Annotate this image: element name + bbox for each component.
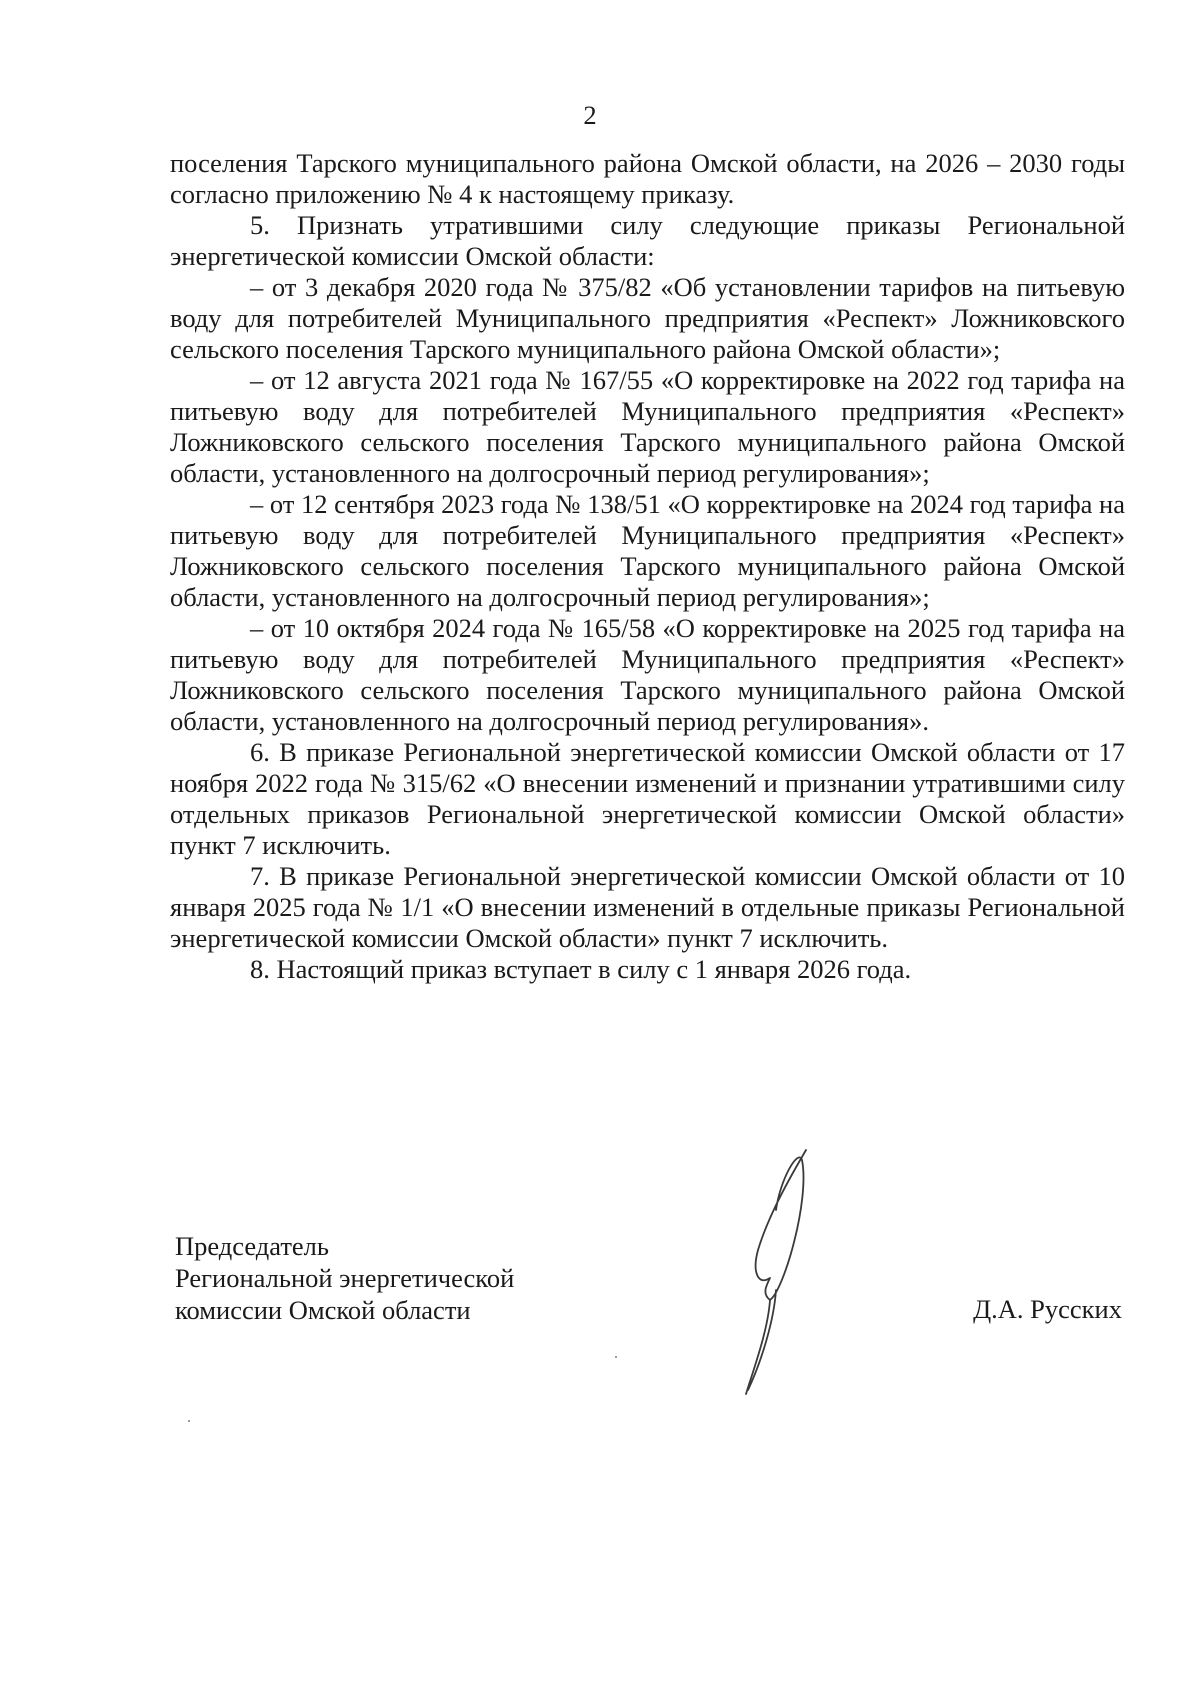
scan-speck (188, 1420, 190, 1422)
handwritten-signature (740, 1140, 900, 1400)
paragraph-continuation: поселения Тарского муниципального района Омской области, на 2026 – 2030 годы согласно приложению № 4 к настоящему приказу. (170, 148, 1125, 209)
page-number: 2 (583, 100, 597, 130)
document-body (170, 148, 1125, 985)
paragraph-repealed-order-3: – от 12 сентября 2023 года № 138/51 «О корректировке на 2024 год тарифа на питьевую воду для потребителей Муниципального предприятия «Респект» Ложниковского сельского поселения Тарского муниципального района Омской области, установленного на долгосрочный период регулирования»; (170, 489, 1125, 612)
signatory-title-line: Председатель (175, 1231, 329, 1261)
paragraph-item-7: 7. В приказе Региональной энергетической комиссии Омской области от 10 января 2025 года № 1/1 «О внесении изменений в отдельные приказы Региональной энергетической комиссии Омской области» пункт 7 исключить. (170, 861, 1125, 953)
signatory-title (175, 1230, 514, 1326)
signatory-title-line: Региональной энергетической (175, 1263, 515, 1293)
paragraph-item-8: 8. Настоящий приказ вступает в силу с 1 января 2026 года. (250, 954, 912, 984)
signatory-title-line: комиссии Омской области (175, 1295, 471, 1325)
paragraph-repealed-order-4: – от 10 октября 2024 года № 165/58 «О корректировке на 2025 год тарифа на питьевую воду для потребителей Муниципального предприятия «Респект» Ложниковского сельского поселения Тарского муниципального района Омской области, установленного на долгосрочный период регулирования». (170, 613, 1125, 736)
paragraph-repealed-order-2: – от 12 августа 2021 года № 167/55 «О корректировке на 2022 год тарифа на питьевую воду для потребителей Муниципального предприятия «Респект» Ложниковского сельского поселения Тарского муниципального района Омской области, установленного на долгосрочный период регулирования»; (170, 365, 1125, 488)
paragraph-repealed-order-1: – от 3 декабря 2020 года № 375/82 «Об установлении тарифов на питьевую воду для потребителей Муниципального предприятия «Респект» Ложниковского сельского поселения Тарского муниципального района Омской области»; (170, 272, 1125, 364)
scan-speck (615, 1356, 617, 1358)
paragraph-item-6: 6. В приказе Региональной энергетической комиссии Омской области от 17 ноября 2022 года № 315/62 «О внесении изменений и признании утратившими силу отдельных приказов Региональной энергетической комиссии Омской области» пункт 7 исключить. (170, 737, 1125, 860)
paragraph-item-5: 5. Признать утратившими силу следующие приказы Региональной энергетической комиссии Омской области: (170, 210, 1125, 271)
signatory-name: Д.А. Русских (973, 1294, 1122, 1324)
